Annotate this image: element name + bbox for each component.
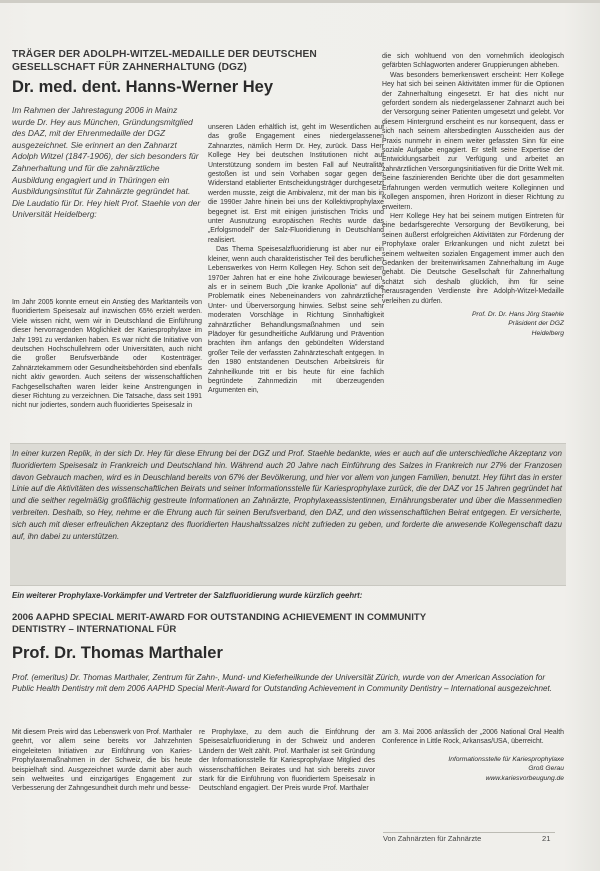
article1-signature (382, 310, 564, 338)
signature-web: www.kariesvorbeugung.de (485, 775, 564, 782)
paragraph: die sich wohltuend von den vornehmlich ideologisch gefärbten Schlagworten anderer Gruppierungen abheben. (382, 53, 564, 70)
footer-text: Von Zahnärzten für Zahnärzte (383, 834, 482, 843)
page-number: 21 (542, 834, 551, 843)
article2-column-1 (12, 728, 192, 794)
top-border (0, 0, 600, 3)
paragraph: Im Jahr 2005 konnte erneut ein Anstieg des Marktanteils von fluoridiertem Speisesalz auf inzwischen 65% erzielt werden. Viele wissen nicht, wem wir in Deutschland die Einführung dieser hervorragenden Möglichkeit der Kariesprophylaxe im Jahr 1991 zu verdanken haben. Es war nicht die Initiative von deutschen Hochschullehrern oder Universitäten, auch nicht die großer Berufsverbände oder Kostenträger. Zahnärztekammern oder Gesundheitsbehörden sind ebenfalls nicht aktiv geworden. Auch seitens der wissenschaftlichen Fachgesellschaften waren leider keine Anstrengungen in dieser Richtung zu verzeichnen. Die Tatsache, dass seit 1991 nicht nur jodiertes, sondern auch fluoridiertes Speisesalz in (12, 299, 202, 410)
paragraph: Herr Kollege Hey hat bei seinem mutigen Eintreten für eine bedarfsgerechte Versorgung der Bevölkerung, bei seinen äußerst erfolgreichen Aktivitäten zur Förderung der Prophylaxe oraler Erkrankungen und nicht zuletzt bei seinem weltweiten sozialen Engagement immer auch den Gedanken der breitenwirksamen Zahnerhaltung im Auge gehabt. Die Deutsche Gesellschaft für Zahnerhaltung schätzt sich deshalb glücklich, ihm für seine herausragenden Verdienste ihre Adolph-Witzel-Medaille verleihen zu dürfen. (382, 212, 564, 305)
article2-column-2 (199, 728, 375, 794)
article1-title: Dr. med. dent. Hanns-Werner Hey (12, 78, 274, 96)
signature-city: Heidelberg (531, 329, 564, 337)
article2-lead: Prof. (emeritus) Dr. Thomas Marthaler, Zentrum für Zahn-, Mund- und Kieferheilkunde der Universität Zürich, wurde von der American Association for Public Health Dentistry mit dem 2006 AAPHD Special Merit-Award for Outstanding Achievement in Community Dentistry – International ausgezeichnet. (12, 673, 552, 694)
paragraph: unseren Läden erhältlich ist, geht im Wesentlichen auf das große Engagement eines niedergelassenen Zahnarztes, nämlich Herrn Dr. Hey, zurück. Dass Herr Kollege Hey bei deutschen Institutionen nicht auf Unterstützung sondern im besten Fall auf Neutralität gestoßen ist und sein Vorhaben sogar gegen den Widerstand etablierter Entscheidungsträger durchgesetzt werden musste, zeigt die Ambivalenz, mit der man bis in die 1990er Jahre hinein bei uns der Kollektivprophylaxe begegnet ist. Erst mit einigen juristischen Tricks und unter Ausnutzung europäischen Rechts wurde das „Erfolgsmodell" der Salz-Fluoridierung in Deutschland realisiert. (208, 124, 384, 244)
paragraph: am 3. Mai 2006 anlässlich der „2006 National Oral Health Conference in Little Rock, Arkansas/USA, überreicht. (382, 729, 564, 746)
paragraph: Mit diesem Preis wird das Lebenswerk von Prof. Marthaler geehrt, vor allem seine bereits vor Jahrzehnten eingeleiteten Initiativen zur Einführung von Karies-Prophylaxemaßnahmen in der Schweiz, die bis heute beispielhaft sind. Ausgezeichnet wurde damit aber auch sein weltweites und einzigartiges Engagement zur Verbesserung der Zahngesundheit durch mehr und besse- (12, 729, 192, 793)
signature-org: Informationsstelle für Kariesprophylaxe (448, 755, 564, 763)
signature-role: Präsident der DGZ (508, 320, 564, 328)
article1-column-2 (208, 123, 384, 396)
intro-line: Ein weiterer Prophylaxe-Vorkämpfer und Vertreter der Salzfluoridierung wurde kürzlich geehrt: (12, 591, 363, 600)
signature-city: Groß Gerau (528, 765, 564, 773)
article2-kicker: 2006 AAPHD SPECIAL MERIT-AWARD FOR OUTSTANDING ACHIEVEMENT IN COMMUNITY DENTISTRY – INTERNATIONAL FÜR (12, 612, 426, 636)
article2-column-3 (382, 728, 564, 784)
signature-name: Prof. Dr. Dr. Hans Jörg Staehle (471, 310, 564, 318)
article2-title: Prof. Dr. Thomas Marthaler (12, 644, 223, 662)
paragraph: Das Thema Speisesalzfluoridierung ist aber nur ein kleiner, wenn auch charakteristischer Teil des beruflichen Lebenswerkes von Herrn Kollegen Hey. Schon seit den 1970er Jahren hat er eine hohe Zivilcourage bewiesen, als er in seinem Buch „Die kranke Apollonia" auf die Problematik eines Nebeneinanders von zahnärztlicher Unter- und Überversorgung hinwies. Selbst seine sehr moderaten Vorschläge in Richtung Sinnhaftigkeit zahnärztlicher Behandlungsmaßnahmen und sein Plädoyer für gesundheitliche Aufklärung und Prävention brachten ihm anfangs den gebündelten Widerstand großer Teile der verfassten Zahnärzteschaft entgegen. In den 1980 entstandenen Deutschen Arbeitskreis für Zahnheilkunde tritt er bis heute für eine fachlich begründete Zahnmedizin mit überzeugenden Argumenten ein, (208, 246, 384, 395)
highlight-box-text: In einer kurzen Replik, in der sich Dr. Hey für diese Ehrung bei der DGZ und Prof. Staehle bedankte, wies er auch auf die unterschiedliche Akzeptanz von fluoridiertem Speisesalz in Frankreich und Deutschland hin. Während auch 20 Jahre nach Einführung des Salzes in Frankreich nur 27% der Franzosen davon Gebrauch machen, wird es in Deuschland bereits von 67% der Bevölkerung, und hier vor allem von jungen Familien, benutzt. Hey führt das in erster Linie auf die Aktivitäten des wissenschaftlichen Beirats und seiner Informationsstelle für Kariesprophylaxe zurück, die der DAZ vor 15 Jahren gegründet hat und die seither regelmäßig großflächig gestreute Informationen an Zahnärzte, Prophylaxeassistentinnen, Ernährungsberater und über die Massenmedien verbreiten. Deshalb, so Hey, nehme er die Ehrung auch für seinen Berufsverband, den DAZ, und den wissenschaftlichen Beirat entgegen. Er versicherte, sich auch mit dieser erfreulichen Akzeptanz des fluoridierten Haushaltssalzes nicht zufrieden zu geben, und forderte die anwesende Kollegenschaft dazu auf, ihn dabei zu unterstützen. (12, 449, 562, 541)
paragraph: Was besonders bemerkenswert erscheint: Herr Kollege Hey hat sich bei seinen Aktivitäten immer für die Optionen der Zahnerhaltung eingesetzt. Er hat dies nicht nur gefordert sondern als niedergelassener Zahnarzt auch bei der Versorgung seiner Patienten umgesetzt und gelebt. Vor diesem Hintergrund erscheint es nur konsequent, dass er sich nach seinem altersbedingten Ausscheiden aus der Praxis nunmehr in einem weiter gefassten Sinn für eine soziale Aufgabe engagiert. Er stellt seine Expertise der Entwicklungsarbeit zur Verfügung und arbeitet an zahnärztlichen Versorgungsinitiativen für die Dritte Welt mit. Seine faszinierenden Berichte über die dort gesammelten Erfahrungen werden vermutlich weitere Kolleginnen und Kollegen anspornen, ihren Horizont in dieser Richtung zu erweitern. (382, 71, 564, 211)
footer-rule (383, 832, 555, 833)
article1-lead: Im Rahmen der Jahrestagung 2006 in Mainz wurde Dr. Hey aus München, Gründungsmitglied des DAZ, mit der Ehrenmedaille der DGZ ausgezeichnet. Sie erinnert an den Zahnarzt Adolph Witzel (1847-1906), der sich besonders für Zahnerhaltung und für die zahnärztliche Ausbildung engagiert und in Thüringen ein Ausbildungsinstitut für Zahnärzte gegründet hat. Die Laudatio für Dr. Hey hielt Prof. Staehle von der Universität Heidelberg: (12, 105, 201, 220)
article2-signature (382, 755, 564, 784)
article1-column-3 (382, 52, 564, 338)
article1-kicker: TRÄGER DER ADOLPH-WITZEL-MEDAILLE DER DEUTSCHEN GESELLSCHAFT FÜR ZAHNERHALTUNG (DGZ) (12, 49, 317, 73)
paragraph: re Prophylaxe, zu dem auch die Einführung der Speisesalzfluoridierung in der Schweiz und anderen Ländern der Welt zählt. Prof. Marthaler ist seit Gründung der Informationsstelle für Kariesprophylaxe Mitglied des wissenschaftlichen Beirates und hat sich bereits zuvor stark für die Einführung von fluoridiertem Speisesalz in Deutschland engagiert. Der Preis wurde Prof. Marthaler (199, 729, 375, 793)
article1-column-1 (12, 298, 202, 411)
